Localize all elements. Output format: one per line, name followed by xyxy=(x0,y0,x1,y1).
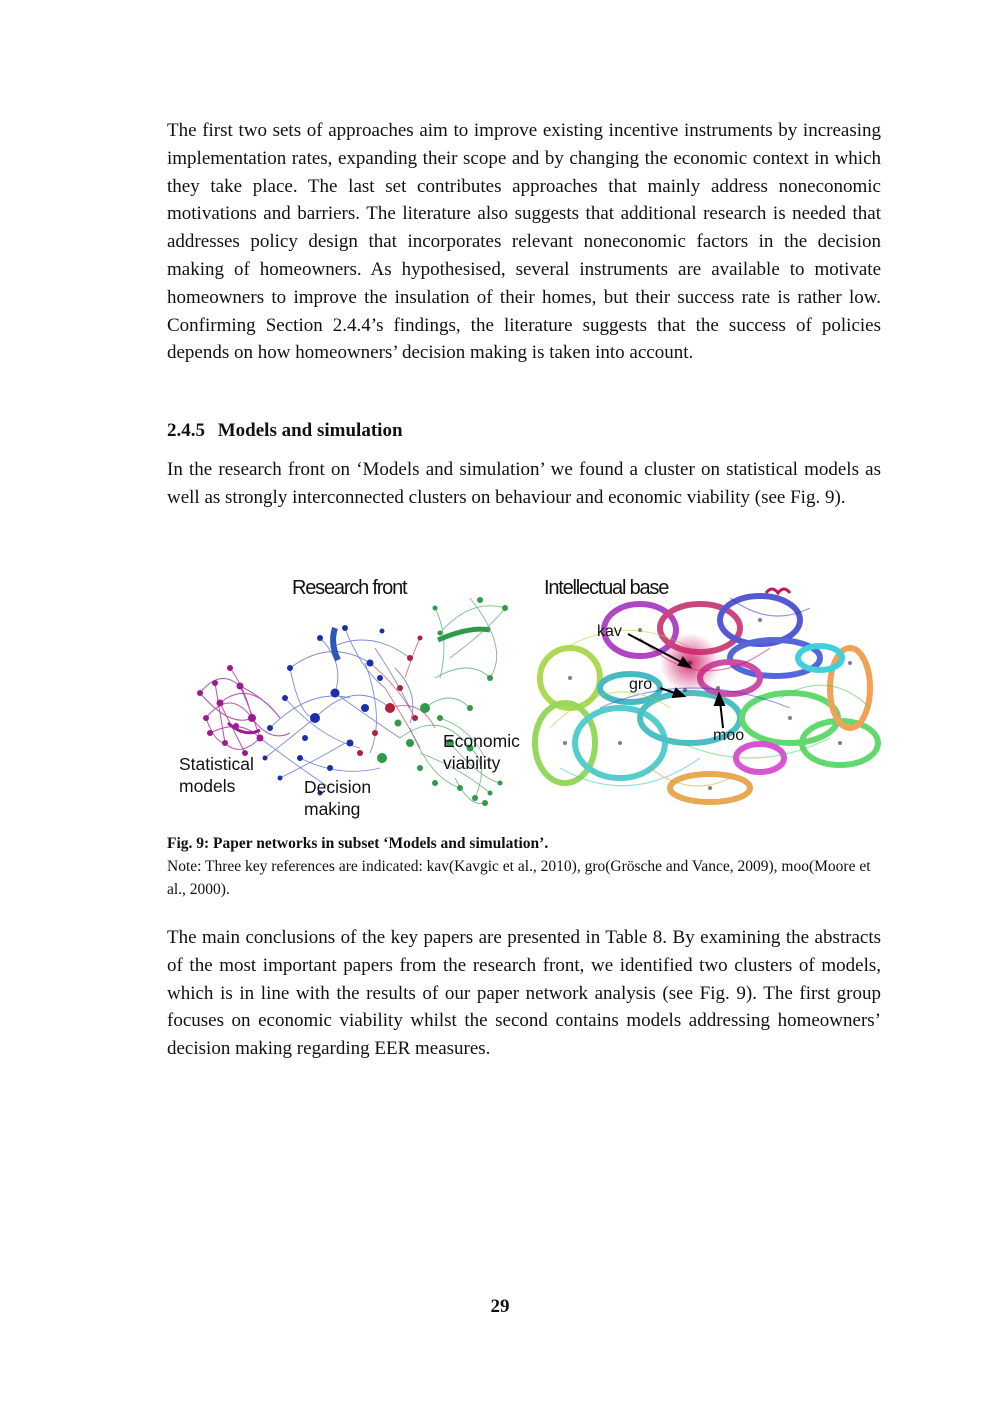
kav-label: kav xyxy=(597,623,622,640)
moo-label: moo xyxy=(713,727,745,744)
intellectual-base-title: Intellectual base xyxy=(544,577,669,599)
thick-green-edge xyxy=(438,629,490,640)
intellectual-base-clusters xyxy=(535,596,878,802)
statistical-label-line1: Statistical xyxy=(179,754,254,774)
caption-note: Note: Three key references are indicated: kav(Kavgic et al., 2010), gro(Grösche and Vance, 2009), moo(Moore et al., 2000). xyxy=(167,858,871,898)
figure-caption xyxy=(167,832,881,901)
economic-label-line1: Economic xyxy=(443,731,520,751)
paragraph-research-front: In the research front on ‘Models and simulation’ we found a cluster on statistical models as well as strongly interconnected clusters on behaviour and economic viability (see Fig. 9). xyxy=(167,459,881,508)
decision-label-line2: making xyxy=(304,799,361,819)
decision-label-line1: Decision xyxy=(304,777,372,797)
intellectual-base-network xyxy=(535,577,878,802)
research-front-network xyxy=(179,577,520,819)
thick-blue-edge xyxy=(333,628,338,660)
statistical-models-nodes xyxy=(197,665,264,756)
figure-paper-networks xyxy=(170,568,890,830)
section-number: 2.4.5 xyxy=(167,420,205,441)
paragraph-key-papers: The main conclusions of the key papers are presented in Table 8. By examining the abstracts of the most important papers from the research front, we identified two clusters of models, which is in line with the results of our paper network analysis (see Fig. 9). The first group focuses on economic viability whilst the second contains models addressing homeowners’ decision making regarding EER measures. xyxy=(167,927,881,1060)
section-title: Models and simulation xyxy=(217,420,403,441)
paragraph-incentive-instruments: The first two sets of approaches aim to improve existing incentive instruments by increasing implementation rates, expanding their scope and by changing the economic context in which they take place. The last set contributes approaches that mainly address noneconomic motivations and barriers. The literature also suggests that additional research is needed that addresses policy design that incorporates relevant noneconomic factors in the decision making of homeowners. As hypothesised, several instruments are available to motivate homeowners to improve the insulation of their homes, but their success rate is rather low. Confirming Section 2.4.4’s findings, the literature suggests that the success of policies depends on how homeowners’ decision making is taken into account. xyxy=(167,120,881,364)
statistical-label-line2: models xyxy=(179,776,236,796)
top-right-loop xyxy=(766,589,790,593)
caption-title: Fig. 9: Paper networks in subset ‘Models and simulation’. xyxy=(167,835,549,852)
economic-label-line2: viability xyxy=(443,753,501,773)
gro-label: gro xyxy=(629,676,653,693)
section-heading xyxy=(167,420,403,442)
page-number: 29 xyxy=(490,1296,510,1317)
research-front-title: Research front xyxy=(292,577,407,599)
